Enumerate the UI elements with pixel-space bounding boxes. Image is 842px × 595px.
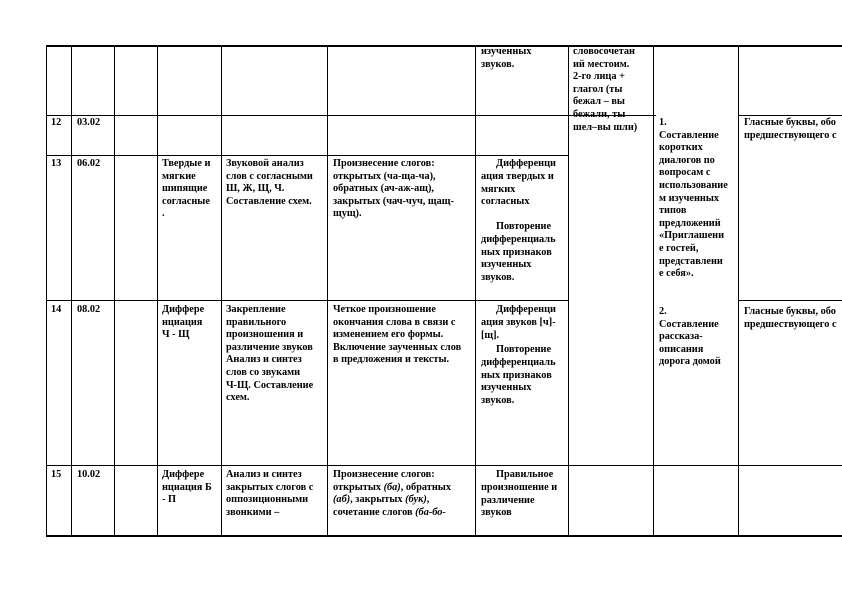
col-line-7 (568, 45, 569, 536)
col-line-1 (71, 45, 72, 536)
top-row-sounds-text: изученных звуков. (481, 46, 532, 70)
row-14-diff-first-line: Дифференци (496, 304, 556, 315)
row-15-pron-text: сочетание слогов (333, 506, 416, 518)
row-14-repeat-first-line: Повторение (496, 344, 552, 355)
row-13-repeat-first-line: Повторение (496, 221, 552, 232)
row-15-work: Анализ и синтез закрытых слогов с оппозиционными звонкими – (226, 469, 314, 518)
col-line-9 (738, 45, 739, 536)
row-15-pron-text: , закрытых (350, 494, 406, 506)
row-15-pronunciation (333, 469, 451, 519)
row-15-pron-text: открытых (333, 481, 384, 493)
row-15-pron-italic: (аб) (333, 494, 351, 506)
row-15-pron-line-4 (333, 507, 451, 520)
row-12-number: 12 (51, 117, 62, 128)
row-15-diff-first-line: Правильное (496, 469, 554, 480)
row-14-letters-text: Гласные буквы, обо предшествующего с (744, 306, 837, 330)
row-15-pron-italic: (ба-бо- (415, 506, 446, 518)
row-12-date: 03.02 (77, 117, 101, 128)
row-15-number: 15 (51, 469, 62, 480)
row-line-12-top-right (738, 115, 842, 116)
row-15-date: 10.02 (77, 469, 101, 480)
row-15-pron-italic: (бук) (405, 494, 427, 506)
row-line-14-top (46, 300, 568, 301)
row-15-pron-line-2 (333, 482, 451, 495)
row-14-topic: Диффере нциация Ч - Щ (162, 304, 205, 341)
row-line-12-top (46, 115, 656, 116)
row-13-topic: Твердые и мягкие шипящие согласные . (162, 158, 211, 220)
col-line-0 (46, 45, 47, 536)
row-13-work: Звуковой анализ слов с согласными Ш, Ж, Щ, Ч. Составление схем. (226, 158, 313, 207)
row-line-14-top-right (738, 300, 842, 301)
row-14-pronunciation: Четкое произношение окончания слова в связи с изменением его формы. Включение заученных слов в предложения и тексты. (333, 304, 462, 366)
row-15-diff-rest: произношение и различение звуков (481, 482, 558, 519)
col-line-3 (157, 45, 158, 536)
speech-task-2: 2. Составление рассказа- описания дорога домой (659, 306, 721, 368)
row-12-letters-text: Гласные буквы, обо предшествующего с (744, 117, 837, 141)
row-13-pronunciation: Произнесение слогов: открытых (ча-ща-ча), обратных (ач-аж-ащ), закрытых (чач-чуч, щащ- щущ). (333, 158, 454, 220)
row-13-number: 13 (51, 158, 62, 169)
row-15-topic: Диффере нциация Б - П (162, 469, 212, 506)
row-14-repeat-rest: дифференциаль ных признаков изученных звуков. (481, 357, 556, 406)
col-line-2 (114, 45, 115, 536)
row-14-date: 08.02 (77, 304, 101, 315)
col-line-4 (221, 45, 222, 536)
row-14-diff-rest: ация звуков [ч]- [щ]. (481, 317, 556, 341)
table-top-border (46, 45, 842, 47)
speech-task-1: 1. Составление коротких диалогов по вопросам с использование м изученных типов предложений «Приглашени е гостей, представлени е себя». (659, 117, 728, 280)
row-15-pron-text: , обратных (400, 481, 451, 493)
col-line-8 (653, 45, 654, 536)
row-line-15-top (46, 465, 842, 466)
row-15-pron-italic: (ба) (383, 481, 401, 493)
row-13-repeat-rest: дифференциаль ных признаков изученных звуков. (481, 234, 556, 283)
row-14-number: 14 (51, 304, 62, 315)
row-line-13-top (46, 155, 568, 156)
row-15-pron-text: , (426, 494, 430, 506)
row-15-pron-line-1: Произнесение слогов: (333, 469, 435, 480)
table-bottom-border (46, 535, 842, 537)
top-row-phrases-text: словосочетан ий местоим. 2-го лица + глагол (ты бежал – вы бежали, ты шел–вы шли) (573, 46, 638, 133)
row-13-diff-rest: ация твердых и мягких согласных (481, 171, 554, 208)
row-14-work: Закрепление правильного произношения и различение звуков Анализ и синтез слов со звуками Ч-Щ. Составление схем. (226, 304, 314, 404)
row-13-date: 06.02 (77, 158, 101, 169)
col-line-6 (475, 45, 476, 536)
row-15-pron-line-3 (333, 494, 451, 507)
col-line-5 (327, 45, 328, 536)
row-13-diff-first-line: Дифференци (496, 158, 556, 169)
